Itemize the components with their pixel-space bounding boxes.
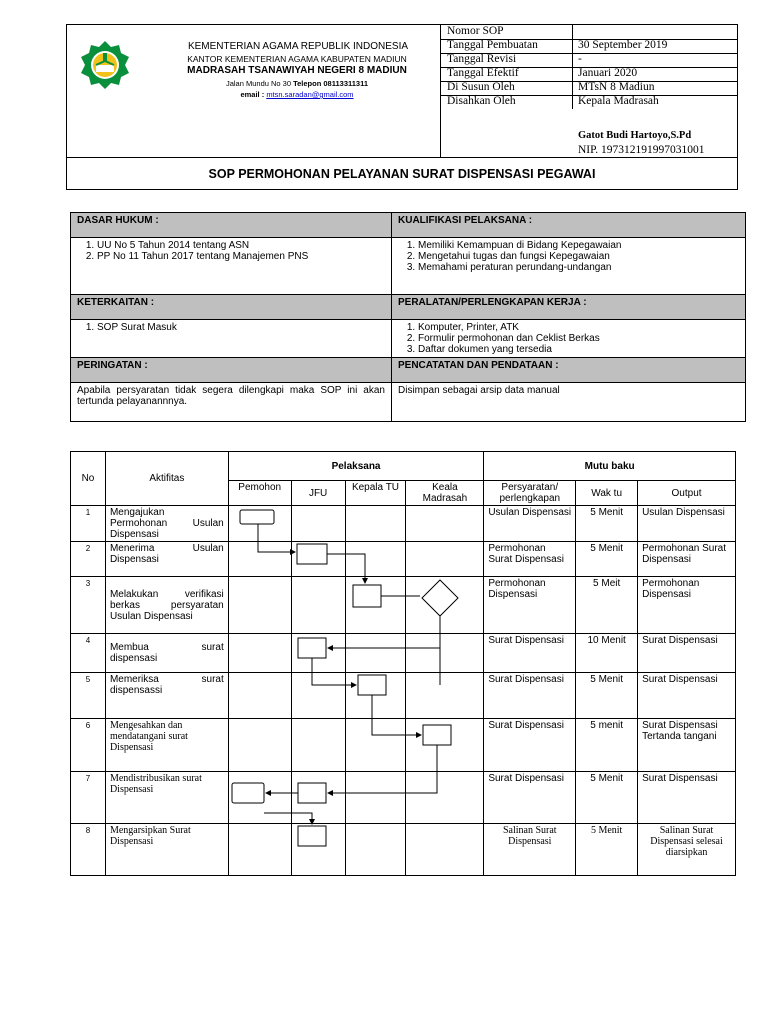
keterkaitan-heading: KETERKAITAN : (71, 295, 392, 320)
list-item: 1. Memiliki Kemampuan di Bidang Kepegawaian (418, 240, 739, 251)
process-table (70, 451, 736, 876)
row-activity: Membua surat dispensasi (105, 634, 228, 673)
header-phone: Telepon 08113311311 (293, 79, 369, 88)
row-requirement: Surat Dispensasi (484, 673, 576, 719)
kualifikasi-heading: KUALIFIKASI PELAKSANA : (392, 213, 746, 238)
header-waktu: Wak tu (576, 481, 638, 506)
table-row (71, 577, 736, 634)
row-time: 5 Menit (576, 542, 638, 577)
list-item: 1. UU No 5 Tahun 2014 tentang ASN (97, 240, 385, 251)
row-activity: Menerima Usulan Dispensasi (105, 542, 228, 577)
table-row (71, 673, 736, 719)
list-item: 2. Formulir permohonan dan Ceklist Berkas (418, 333, 739, 344)
header-mutu-baku: Mutu baku (484, 452, 736, 481)
row-time: 5 Menit (576, 772, 638, 824)
row-number: 7 (71, 772, 106, 824)
header-email-line (147, 90, 447, 100)
header-office: KANTOR KEMENTERIAN AGAMA KABUPATEN MADIUN (187, 54, 407, 64)
row-output: Salinan Surat Dispensasi selesai diarsipkan (638, 824, 736, 876)
meta-value: Januari 2020 (578, 67, 638, 79)
table-row (71, 634, 736, 673)
row-number: 4 (71, 634, 106, 673)
row-time: 5 menit (576, 719, 638, 772)
row-output: Surat Dispensasi (638, 634, 736, 673)
row-output: Permohonan Dispensasi (638, 577, 736, 634)
meta-label: Tanggal Pembuatan (447, 39, 538, 51)
peringatan-heading: PERINGATAN : (71, 358, 392, 383)
row-activity: Mengesahkan dan mendatangani surat Dispensasi (105, 719, 228, 772)
signatory-nip: NIP. 197312191997031001 (578, 144, 705, 156)
row-requirement: Surat Dispensasi (484, 719, 576, 772)
meta-label: Di Susun Oleh (447, 81, 515, 93)
table-row (71, 506, 736, 542)
peralatan-list (392, 320, 746, 358)
row-activity: Mengajukan Permohonan Usulan Dispensasi (105, 506, 228, 542)
header-persyaratan: Persyaratan/ perlengkapan (484, 481, 576, 506)
row-activity: Melakukan verifikasi berkas persyaratan Usulan Dispensasi (105, 577, 228, 634)
header-output: Output (638, 481, 736, 506)
peralatan-heading: PERALATAN/PERLENGKAPAN KERJA : (392, 295, 746, 320)
pencatatan-heading: PENCATATAN DAN PENDATAAN : (392, 358, 746, 383)
row-output: Surat Dispensasi Tertanda tangani (638, 719, 736, 772)
header-aktifitas: Aktifitas (105, 452, 228, 506)
meta-row-pembuatan (441, 39, 739, 53)
table-row (71, 824, 736, 876)
row-number: 8 (71, 824, 106, 876)
row-requirement: Surat Dispensasi (484, 634, 576, 673)
header-keala-madrasah: Keala Madrasah (406, 481, 484, 506)
meta-value: Kepala Madrasah (578, 95, 659, 107)
header-school: MADRASAH TSANAWIYAH NEGERI 8 MADIUN (187, 65, 407, 76)
header-address-line (147, 79, 447, 89)
header-pemohon: Pemohon (228, 481, 291, 506)
header-jfu: JFU (291, 481, 345, 506)
row-number: 3 (71, 577, 106, 634)
row-output: Usulan Dispensasi (638, 506, 736, 542)
meta-label: Tanggal Efektif (447, 67, 519, 79)
row-output: Surat Dispensasi (638, 772, 736, 824)
table-row (71, 719, 736, 772)
header-email-label: email : (240, 90, 265, 99)
list-item: 3. Memahami peraturan perundang-undangan (418, 262, 739, 273)
list-item: 2. PP No 11 Tahun 2017 tentang Manajemen PNS (97, 251, 385, 262)
list-item: 2. Mengetahui tugas dan fungsi Kepegawaian (418, 251, 739, 262)
row-activity: Memeriksa surat dispensassi (105, 673, 228, 719)
dasar-hukum-list (71, 238, 392, 295)
row-requirement: Permohonan Surat Dispensasi (484, 542, 576, 577)
list-item: 1. Komputer, Printer, ATK (418, 322, 739, 333)
meta-value: 30 September 2019 (578, 39, 668, 51)
meta-row-disahkan (441, 95, 739, 109)
sop-header (66, 24, 738, 158)
keterkaitan-list (71, 320, 392, 358)
meta-value: MTsN 8 Madiun (578, 81, 655, 93)
list-item: 1. SOP Surat Masuk (97, 322, 385, 333)
row-time: 10 Menit (576, 634, 638, 673)
peringatan-text: Apabila persyaratan tidak segera dilengkapi maka SOP ini akan tertunda pelayanannnya. (71, 383, 392, 422)
meta-label: Nomor SOP (447, 25, 504, 37)
kemenag-logo-icon (77, 39, 133, 89)
sop-title: SOP PERMOHONAN PELAYANAN SURAT DISPENSASI PEGAWAI (66, 158, 738, 190)
row-time: 5 Meit (576, 577, 638, 634)
row-output: Permohonan Surat Dispensasi (638, 542, 736, 577)
pencatatan-text: Disimpan sebagai arsip data manual (392, 383, 746, 422)
sop-meta-table (441, 25, 738, 158)
header-ministry: KEMENTERIAN AGAMA REPUBLIK INDONESIA (187, 41, 409, 52)
dasar-hukum-heading: DASAR HUKUM : (71, 213, 392, 238)
list-item: 3. Daftar dokumen yang tersedia (418, 344, 739, 355)
row-number: 5 (71, 673, 106, 719)
header-address: Jalan Mundu No 30 (225, 79, 292, 88)
kualifikasi-list (392, 238, 746, 295)
row-output: Surat Dispensasi (638, 673, 736, 719)
info-table (70, 212, 746, 422)
signatory-name: Gatot Budi Hartoyo,S.Pd (578, 130, 692, 141)
header-pelaksana: Pelaksana (228, 452, 484, 481)
row-time: 5 Menit (576, 824, 638, 876)
meta-row-revisi (441, 53, 739, 67)
meta-value: - (578, 53, 582, 65)
row-number: 2 (71, 542, 106, 577)
meta-label: Tanggal Revisi (447, 53, 517, 65)
meta-row-efektif (441, 67, 739, 81)
header-no: No (71, 452, 106, 506)
table-row (71, 542, 736, 577)
meta-label: Disahkan Oleh (447, 95, 516, 107)
row-requirement: Permohonan Dispensasi (484, 577, 576, 634)
row-number: 6 (71, 719, 106, 772)
header-kepala-tu: Kepala TU (345, 481, 406, 506)
row-time: 5 Menit (576, 506, 638, 542)
meta-row-disusun (441, 81, 739, 95)
header-email-link[interactable]: mtsn.saradan@gmail.com (266, 90, 354, 99)
row-activity: Mendistribusikan surat Dispensasi (105, 772, 228, 824)
row-time: 5 Menit (576, 673, 638, 719)
meta-row-nomor (441, 25, 739, 39)
row-activity: Mengarsipkan Surat Dispensasi (105, 824, 228, 876)
table-row (71, 772, 736, 824)
row-number: 1 (71, 506, 106, 542)
row-requirement: Usulan Dispensasi (484, 506, 576, 542)
row-requirement: Salinan Surat Dispensasi (484, 824, 576, 876)
row-requirement: Surat Dispensasi (484, 772, 576, 824)
